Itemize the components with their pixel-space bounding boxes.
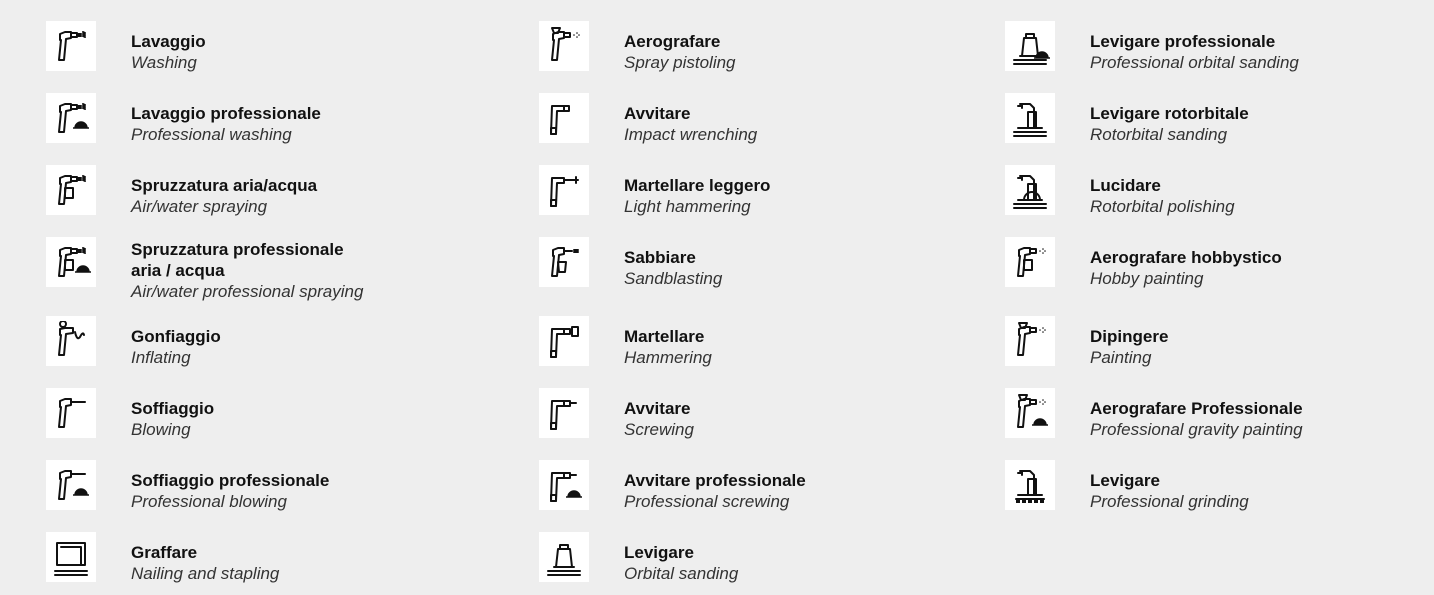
legend-item-text xyxy=(624,93,757,145)
legend-item xyxy=(1005,93,1249,145)
italian-label: Soffiaggio professionale xyxy=(131,471,330,490)
italian-label: Aerografare xyxy=(624,32,721,51)
italian-label: Lucidare xyxy=(1090,176,1161,195)
english-label: Professional gravity painting xyxy=(1090,420,1303,439)
legend-item xyxy=(539,21,736,73)
italian-label: Avvitare xyxy=(624,104,691,123)
english-label: Sandblasting xyxy=(624,269,723,288)
english-label: Inflating xyxy=(131,348,191,367)
italian-label: Aerografare hobbystico xyxy=(1090,248,1282,267)
legend-item-text xyxy=(624,532,738,584)
italian-label: Levigare xyxy=(624,543,694,562)
legend-item xyxy=(1005,165,1235,217)
pro-blow-gun-icon xyxy=(46,460,96,510)
italian-label: Dipingere xyxy=(1090,327,1169,346)
legend-item-text xyxy=(624,316,712,368)
italian-label: Sabbiare xyxy=(624,248,696,267)
rotorbital-sander-icon xyxy=(1005,93,1055,143)
legend-item xyxy=(1005,460,1249,512)
english-label: Blowing xyxy=(131,420,191,439)
legend-item-text xyxy=(624,388,694,440)
italian-label: Spruzzatura aria/acqua xyxy=(131,176,318,195)
legend-item-text xyxy=(624,165,770,217)
english-label: Professional washing xyxy=(131,125,292,144)
legend-item xyxy=(539,165,770,217)
legend-item xyxy=(46,237,363,302)
legend-item-text xyxy=(1090,165,1235,217)
pro-spray-gun-icon xyxy=(46,237,96,287)
italian-label: Lavaggio xyxy=(131,32,206,51)
english-label: Professional grinding xyxy=(1090,492,1249,511)
legend-item xyxy=(46,388,214,440)
italian-label: Martellare xyxy=(624,327,705,346)
legend-item xyxy=(1005,316,1168,368)
legend-item-text xyxy=(131,388,214,440)
italian-label: Graffare xyxy=(131,543,198,562)
airbrush-icon xyxy=(539,21,589,71)
blow-gun-icon xyxy=(46,388,96,438)
legend-item-text xyxy=(131,237,363,302)
english-label: Professional screwing xyxy=(624,492,790,511)
english-label: Light hammering xyxy=(624,197,751,216)
italian-label: Levigare professionale xyxy=(1090,32,1276,51)
italian-label: Levigare xyxy=(1090,471,1160,490)
legend-item-text xyxy=(131,316,221,368)
english-label: Professional blowing xyxy=(131,492,287,511)
legend-item xyxy=(539,93,757,145)
legend-item-text xyxy=(624,460,806,512)
english-label: Spray pistoling xyxy=(624,53,736,72)
italian-label: Avvitare xyxy=(624,399,691,418)
legend-item xyxy=(539,237,722,289)
english-label: Rotorbital polishing xyxy=(1090,197,1235,216)
legend-item xyxy=(46,21,206,73)
legend-item-text xyxy=(131,165,317,217)
english-label: Professional orbital sanding xyxy=(1090,53,1299,72)
legend-item xyxy=(539,388,694,440)
english-label: Orbital sanding xyxy=(624,564,739,583)
legend-item-text xyxy=(1090,237,1282,289)
italian-label: Levigare rotorbitale xyxy=(1090,104,1249,123)
english-label: Rotorbital sanding xyxy=(1090,125,1228,144)
legend-item-text xyxy=(131,93,321,145)
pro-orbital-sander-icon xyxy=(1005,21,1055,71)
english-label: Hammering xyxy=(624,348,712,367)
legend-item-text xyxy=(1090,21,1299,73)
legend-item xyxy=(1005,21,1299,73)
legend-item xyxy=(46,93,321,145)
screwdriver-icon xyxy=(539,388,589,438)
grinder-icon xyxy=(1005,460,1055,510)
legend-item xyxy=(539,316,712,368)
english-label: Air/water professional spraying xyxy=(131,282,364,301)
italian-label: Soffiaggio xyxy=(131,399,215,418)
legend-item-text xyxy=(1090,460,1249,512)
legend-item-text xyxy=(1090,316,1168,368)
inflate-gun-icon xyxy=(46,316,96,366)
legend-item-text xyxy=(131,21,206,73)
legend-item-text xyxy=(131,460,329,512)
english-label: Hobby painting xyxy=(1090,269,1204,288)
legend-item-text xyxy=(624,21,736,73)
italian-label: Avvitare professionale xyxy=(624,471,806,490)
legend-item xyxy=(46,165,317,217)
hobby-airbrush-icon xyxy=(1005,237,1055,287)
english-label: Screwing xyxy=(624,420,694,439)
italian-label-line-2: aria / acqua xyxy=(131,261,225,280)
orbital-sander-icon xyxy=(539,532,589,582)
english-label: Painting xyxy=(1090,348,1152,367)
wash-gun-icon xyxy=(46,21,96,71)
legend-item xyxy=(539,460,806,512)
italian-label: Gonfiaggio xyxy=(131,327,221,346)
pro-wash-gun-icon xyxy=(46,93,96,143)
english-label: Nailing and stapling xyxy=(131,564,280,583)
stapler-icon xyxy=(46,532,96,582)
english-label: Washing xyxy=(131,53,197,72)
legend-item xyxy=(46,460,329,512)
sandblast-gun-icon xyxy=(539,237,589,287)
pro-gravity-paint-gun-icon xyxy=(1005,388,1055,438)
paint-gun-icon xyxy=(1005,316,1055,366)
legend-item-text xyxy=(1090,388,1303,440)
italian-label: Lavaggio professionale xyxy=(131,104,321,123)
polisher-icon xyxy=(1005,165,1055,215)
hammer-icon xyxy=(539,316,589,366)
legend-item xyxy=(46,316,221,368)
legend-item-text xyxy=(624,237,722,289)
english-label: Air/water spraying xyxy=(131,197,268,216)
impact-wrench-icon xyxy=(539,93,589,143)
legend-item xyxy=(46,532,279,584)
light-hammer-icon xyxy=(539,165,589,215)
italian-label: Spruzzatura professionale xyxy=(131,240,344,259)
english-label: Impact wrenching xyxy=(624,125,758,144)
pro-screwdriver-icon xyxy=(539,460,589,510)
spray-gun-icon xyxy=(46,165,96,215)
legend-item xyxy=(1005,388,1303,440)
italian-label: Aerografare Professionale xyxy=(1090,399,1303,418)
italian-label: Martellare leggero xyxy=(624,176,771,195)
legend-item xyxy=(1005,237,1282,289)
legend-item xyxy=(539,532,738,584)
legend-item-text xyxy=(131,532,279,584)
legend-item-text xyxy=(1090,93,1249,145)
